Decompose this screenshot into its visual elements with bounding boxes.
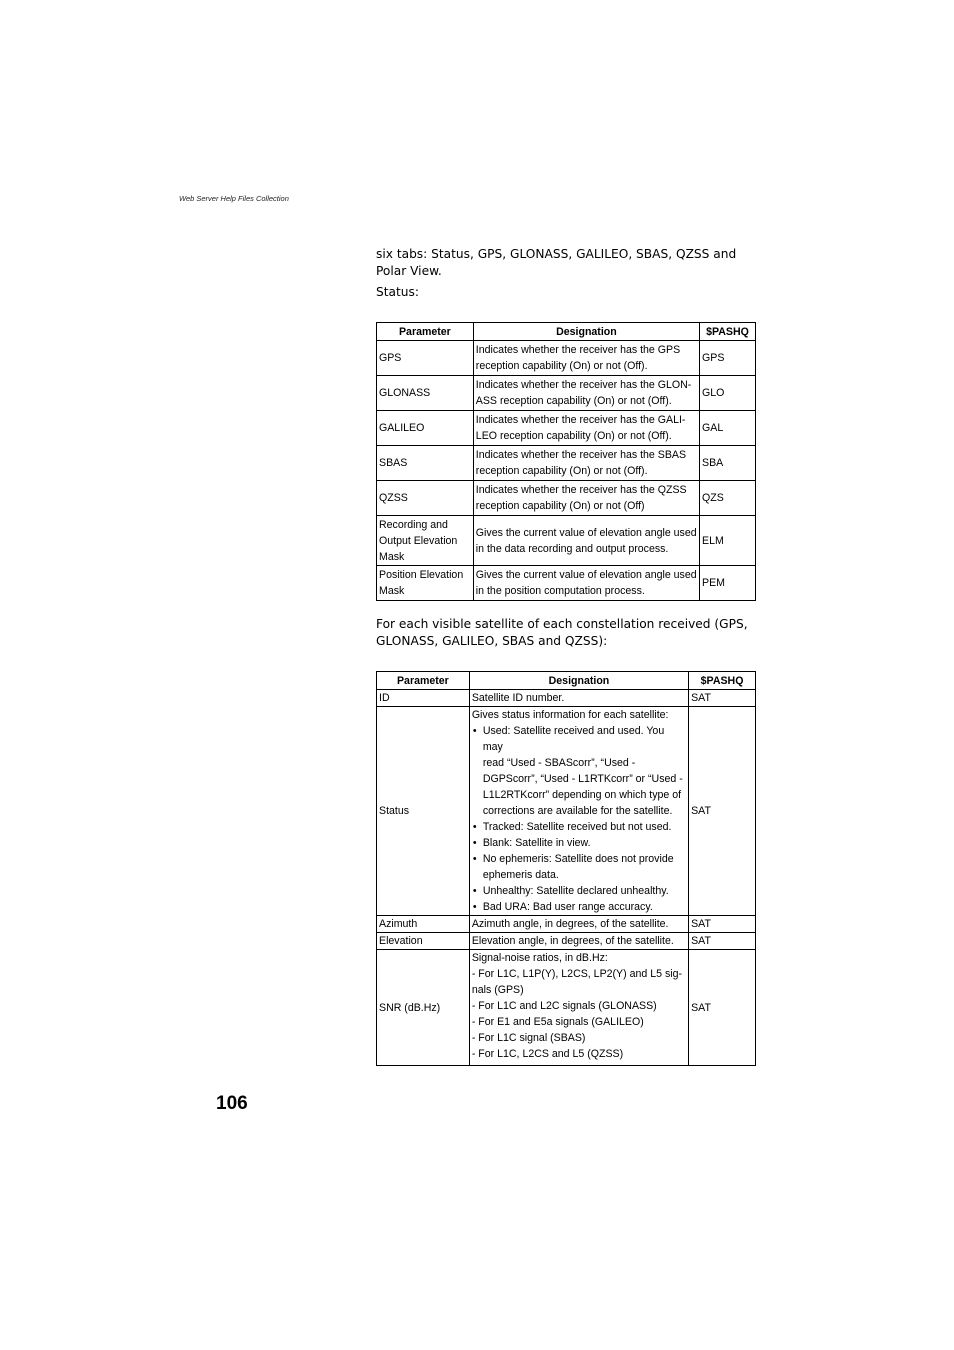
designation-cell [473,516,699,566]
command-cell: SAT [689,933,756,950]
bullet-line: • Bad URA: Bad user range accuracy. [482,901,653,913]
table-header-row [377,323,756,341]
list-item [472,899,686,915]
param-line: Output Elevation [379,534,458,547]
table-row [377,566,756,601]
param-cell [377,566,474,601]
table-header-row [377,672,756,690]
param-cell: GLONASS [377,376,474,411]
command-cell: SAT [689,916,756,933]
designation-line: reception capability (On) or not (Off). [475,360,648,372]
command-cell: SAT [689,707,756,916]
designation-line: LEO reception capability (On) or not (Off). [475,430,672,442]
designation-line: Signal-noise ratios, in dB.Hz: [471,952,608,964]
command-cell: PEM [700,566,756,601]
designation-cell [469,707,688,916]
command-cell: SAT [689,950,756,1066]
bullet-line: • Tracked: Satellite received but not used. [482,821,672,833]
bullet-line: DGPScorr”, “Used - L1RTKcorr” or “Used - [482,773,683,785]
param-cell: GALILEO [377,411,474,446]
designation-line: Indicates whether the receiver has the GLON- [475,379,692,391]
table-row [377,446,756,481]
param-cell [377,516,474,566]
designation-line: Gives status information for each satellite: [471,709,669,721]
bullet-line: • No ephemeris: Satellite does not provide [482,853,674,865]
table-row [377,516,756,566]
table-row [377,411,756,446]
list-item [472,723,686,819]
table-row [377,481,756,516]
designation-line: - For L1C signal (SBAS) [471,1032,586,1044]
designation-line: - For L1C and L2C signals (GLONASS) [471,1000,657,1012]
designation-cell [473,376,699,411]
designation-line: Indicates whether the receiver has the GPS [475,344,681,356]
param-line: Recording and [379,518,448,531]
bullet-line: • Used: Satellite received and used. You may [482,725,665,753]
designation-line: reception capability (On) or not (Off). [475,465,648,477]
satellite-parameters-table [376,671,756,1066]
column-header-designation: Designation [469,672,688,690]
table-row [377,707,756,916]
designation-line: in the position computation process. [475,585,645,597]
param-line: Position Elevation [379,569,464,581]
designation-line: ASS reception capability (On) or not (Off). [475,395,672,407]
param-cell: SNR (dB.Hz) [377,950,470,1066]
designation-cell [473,481,699,516]
designation-line: Indicates whether the receiver has the SBAS [475,449,687,461]
param-line: Mask [379,550,405,563]
designation-line: - For L1C, L1P(Y), L2CS, LP2(Y) and L5 sig- [471,968,683,980]
designation-line: - For L1C, L2CS and L5 (QZSS) [471,1048,624,1060]
command-cell: QZS [700,481,756,516]
status-parameters-table [376,322,756,601]
satellite-intro-line: For each visible satellite of each constellation received (GPS, [376,617,748,631]
param-cell: SBAS [377,446,474,481]
intro-line: Polar View. [376,264,442,278]
list-item [472,835,686,851]
designation-cell: Elevation angle, in degrees, of the satellite. [469,933,688,950]
param-cell: Status [377,707,470,916]
column-header-parameter: Parameter [377,323,474,341]
designation-cell [469,950,688,1066]
intro-text [376,246,761,301]
command-cell: SBA [700,446,756,481]
designation-line: Indicates whether the receiver has the GALI- [475,414,686,426]
designation-line: reception capability (On) or not (Off) [475,500,645,512]
column-header-designation: Designation [473,323,699,341]
designation-line: Gives the current value of elevation angle used [475,526,697,539]
running-header: Web Server Help Files Collection [179,194,289,203]
command-cell: GLO [700,376,756,411]
table-row [377,690,756,707]
column-header-parameter: Parameter [377,672,470,690]
designation-line: - For E1 and E5a signals (GALILEO) [471,1016,644,1028]
bullet-line: corrections are available for the satellite. [482,805,673,817]
bullet-line: L1L2RTKcorr” depending on which type of [482,789,682,801]
satellite-intro-text [376,616,761,650]
param-cell: QZSS [377,481,474,516]
table-row [377,341,756,376]
list-item [472,819,686,835]
command-cell: GPS [700,341,756,376]
param-line: Mask [379,585,405,597]
list-item [472,851,686,883]
intro-line: six tabs: Status, GPS, GLONASS, GALILEO, SBAS, QZSS and [376,247,737,261]
designation-line: nals (GPS) [471,984,524,996]
param-cell: ID [377,690,470,707]
designation-cell [473,341,699,376]
column-header-pashq: $PASHQ [700,323,756,341]
command-cell: SAT [689,690,756,707]
satellite-intro-line: GLONASS, GALILEO, SBAS and QZSS): [376,634,608,648]
designation-cell [473,446,699,481]
param-cell: Azimuth [377,916,470,933]
table-row [377,916,756,933]
bullet-line: • Unhealthy: Satellite declared unhealthy. [482,885,669,897]
column-header-pashq: $PASHQ [689,672,756,690]
designation-cell: Azimuth angle, in degrees, of the satellite. [469,916,688,933]
page-number: 106 [216,1093,248,1114]
designation-line: Indicates whether the receiver has the QZSS [475,484,687,496]
designation-cell [473,411,699,446]
designation-cell: Satellite ID number. [469,690,688,707]
bullet-line: ephemeris data. [482,869,559,881]
designation-line: Gives the current value of elevation angle used [475,569,697,581]
param-cell: GPS [377,341,474,376]
table-row [377,933,756,950]
designation-line: in the data recording and output process. [475,542,669,555]
status-label: Status: [376,285,419,299]
status-bullet-list [472,723,686,915]
command-cell: GAL [700,411,756,446]
bullet-line: read “Used - SBAScorr”, “Used - [482,757,636,769]
designation-cell [473,566,699,601]
param-cell: Elevation [377,933,470,950]
list-item [472,883,686,899]
command-cell: ELM [700,516,756,566]
table-row [377,376,756,411]
bullet-line: • Blank: Satellite in view. [482,837,591,849]
table-row [377,950,756,1066]
